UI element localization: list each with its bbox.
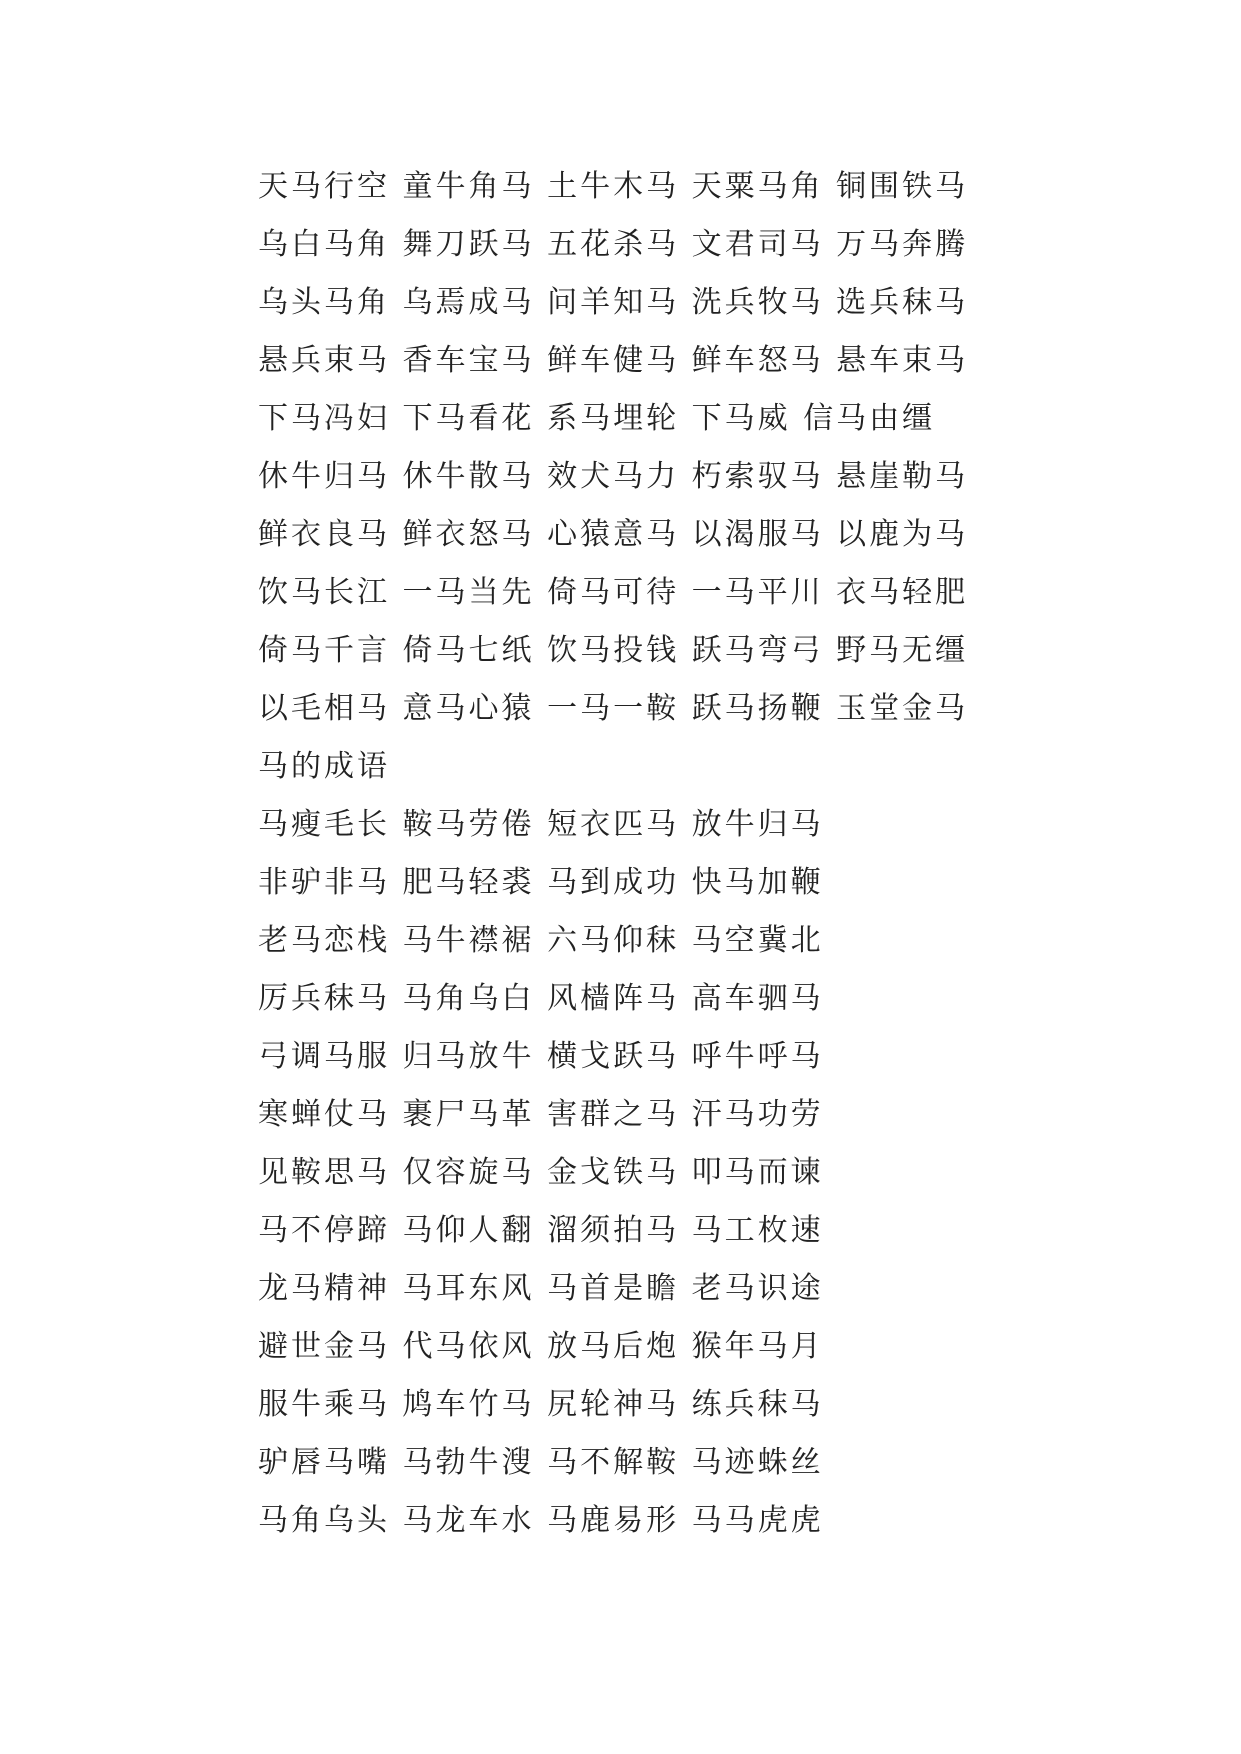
text-line: 乌头马角 乌焉成马 问羊知马 洗兵牧马 选兵秣马 bbox=[258, 285, 969, 320]
text-line: 乌白马角 舞刀跃马 五花杀马 文君司马 万马奔腾 bbox=[258, 227, 969, 262]
text-line: 老马恋栈 马牛襟裾 六马仰秣 马空冀北 bbox=[258, 923, 824, 958]
text-line: 饮马长江 一马当先 倚马可待 一马平川 衣马轻肥 bbox=[258, 575, 969, 610]
text-line: 下马冯妇 下马看花 系马埋轮 下马威 信马由缰 bbox=[258, 401, 936, 436]
text-line: 悬兵束马 香车宝马 鲜车健马 鲜车怒马 悬车束马 bbox=[258, 343, 969, 378]
section-heading: 马的成语 bbox=[258, 749, 390, 784]
text-line: 弓调马服 归马放牛 横戈跃马 呼牛呼马 bbox=[258, 1039, 824, 1074]
text-line: 休牛归马 休牛散马 效犬马力 朽索驭马 悬崖勒马 bbox=[258, 459, 969, 494]
text-line: 见鞍思马 仅容旋马 金戈铁马 叩马而谏 bbox=[258, 1155, 824, 1190]
text-line: 服牛乘马 鸠车竹马 尻轮神马 练兵秣马 bbox=[258, 1387, 824, 1422]
text-line: 寒蝉仗马 裹尸马革 害群之马 汗马功劳 bbox=[258, 1097, 824, 1132]
document-page bbox=[258, 158, 1018, 1550]
text-line: 鲜衣良马 鲜衣怒马 心猿意马 以渴服马 以鹿为马 bbox=[258, 517, 969, 552]
text-line: 马角乌头 马龙车水 马鹿易形 马马虎虎 bbox=[258, 1503, 824, 1538]
text-line: 马不停蹄 马仰人翻 溜须拍马 马工枚速 bbox=[258, 1213, 824, 1248]
text-line: 避世金马 代马依风 放马后炮 猴年马月 bbox=[258, 1329, 824, 1364]
text-line: 厉兵秣马 马角乌白 风樯阵马 高车驷马 bbox=[258, 981, 824, 1016]
text-line: 倚马千言 倚马七纸 饮马投钱 跃马弯弓 野马无缰 bbox=[258, 633, 969, 668]
text-line: 非驴非马 肥马轻裘 马到成功 快马加鞭 bbox=[258, 865, 824, 900]
text-line: 龙马精神 马耳东风 马首是瞻 老马识途 bbox=[258, 1271, 824, 1306]
text-line: 以毛相马 意马心猿 一马一鞍 跃马扬鞭 玉堂金马 bbox=[258, 691, 969, 726]
text-line: 驴唇马嘴 马勃牛溲 马不解鞍 马迹蛛丝 bbox=[258, 1445, 824, 1480]
text-line: 马瘦毛长 鞍马劳倦 短衣匹马 放牛归马 bbox=[258, 807, 824, 842]
text-line: 天马行空 童牛角马 土牛木马 天粟马角 铜围铁马 bbox=[258, 169, 969, 204]
